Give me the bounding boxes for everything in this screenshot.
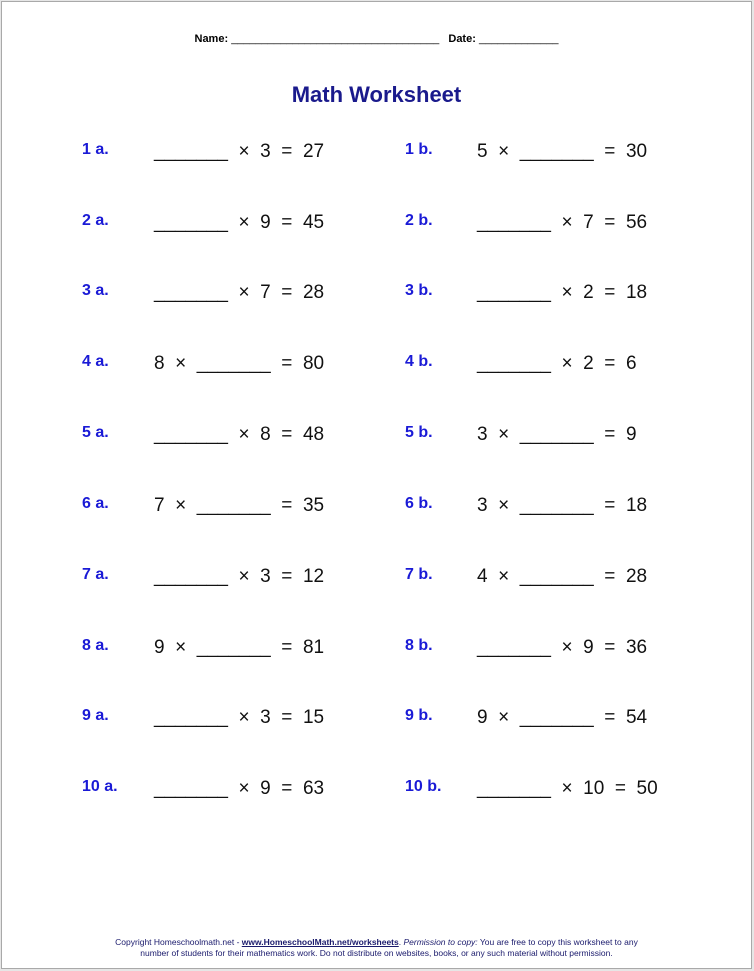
problem-expression: 8 × _______ = 80 (154, 353, 325, 374)
problem-label: 8 a. (82, 637, 109, 654)
permission-text: You are free to copy this worksheet to any (477, 937, 638, 947)
problem-expression: _______ × 8 = 48 (154, 424, 325, 445)
problem-label: 4 b. (405, 353, 433, 370)
problem-expression: 9 × _______ = 81 (154, 637, 325, 658)
problem-expression: 7 × _______ = 35 (154, 495, 325, 516)
problem-label: 5 a. (82, 424, 109, 441)
footer-line-1: Copyright Homeschoolmath.net - www.HomeschoolMath.net/worksheets. Permission to copy: You are free to copy this worksheet to any (115, 937, 638, 947)
permission-label: Permission to copy: (403, 937, 478, 947)
problem-label: 9 a. (82, 707, 109, 724)
problem-expression: _______ × 2 = 6 (477, 353, 637, 374)
problem-label: 7 b. (405, 566, 433, 583)
problem-label: 10 a. (82, 778, 118, 795)
worksheet-title: Math Worksheet (291, 82, 462, 107)
problem-expression: _______ × 3 = 27 (154, 141, 325, 162)
problem-label: 1 a. (82, 141, 109, 158)
problem-label: 3 a. (82, 282, 109, 299)
problem-expression: _______ × 7 = 56 (477, 212, 648, 233)
problem-label: 8 b. (405, 637, 433, 654)
problem-label: 10 b. (405, 778, 442, 795)
problem-expression: _______ × 3 = 12 (154, 566, 325, 587)
problem-label: 2 b. (405, 212, 433, 229)
problem-expression: _______ × 3 = 15 (154, 707, 325, 728)
date-blank: _____________ (478, 33, 559, 45)
problem-expression: _______ × 10 = 50 (477, 778, 658, 799)
problem-expression: 3 × _______ = 18 (477, 495, 648, 516)
name-date-header (2, 33, 751, 45)
problem-label: 3 b. (405, 282, 433, 299)
problem-expression: _______ × 7 = 28 (154, 282, 325, 303)
problem-expression: _______ × 9 = 45 (154, 212, 325, 233)
problem-expression: 3 × _______ = 9 (477, 424, 637, 445)
problem-expression: 4 × _______ = 28 (477, 566, 648, 587)
worksheet-page (1, 1, 752, 969)
problem-expression: 9 × _______ = 54 (477, 707, 648, 728)
problem-label: 2 a. (82, 212, 109, 229)
name-label: Name: (194, 33, 229, 45)
worksheets-link[interactable]: www.HomeschoolMath.net/worksheets (241, 937, 399, 947)
problem-expression: 5 × _______ = 30 (477, 141, 648, 162)
problem-label: 4 a. (82, 353, 109, 370)
copyright-text: Copyright Homeschoolmath.net - (115, 937, 242, 947)
footer-line-2: number of students for their mathematics work. Do not distribute on websites, books, or any such material without permission. (140, 948, 613, 958)
problem-label: 6 b. (405, 495, 433, 512)
problem-label: 1 b. (405, 141, 433, 158)
problem-label: 9 b. (405, 707, 433, 724)
copyright-footer (2, 937, 751, 959)
date-label: Date: (448, 33, 476, 45)
problem-expression: _______ × 9 = 36 (477, 637, 648, 658)
problem-label: 6 a. (82, 495, 109, 512)
problem-expression: _______ × 2 = 18 (477, 282, 648, 303)
problem-expression: _______ × 9 = 63 (154, 778, 325, 799)
problem-label: 5 b. (405, 424, 433, 441)
problem-label: 7 a. (82, 566, 109, 583)
name-blank: __________________________________ (231, 33, 440, 45)
